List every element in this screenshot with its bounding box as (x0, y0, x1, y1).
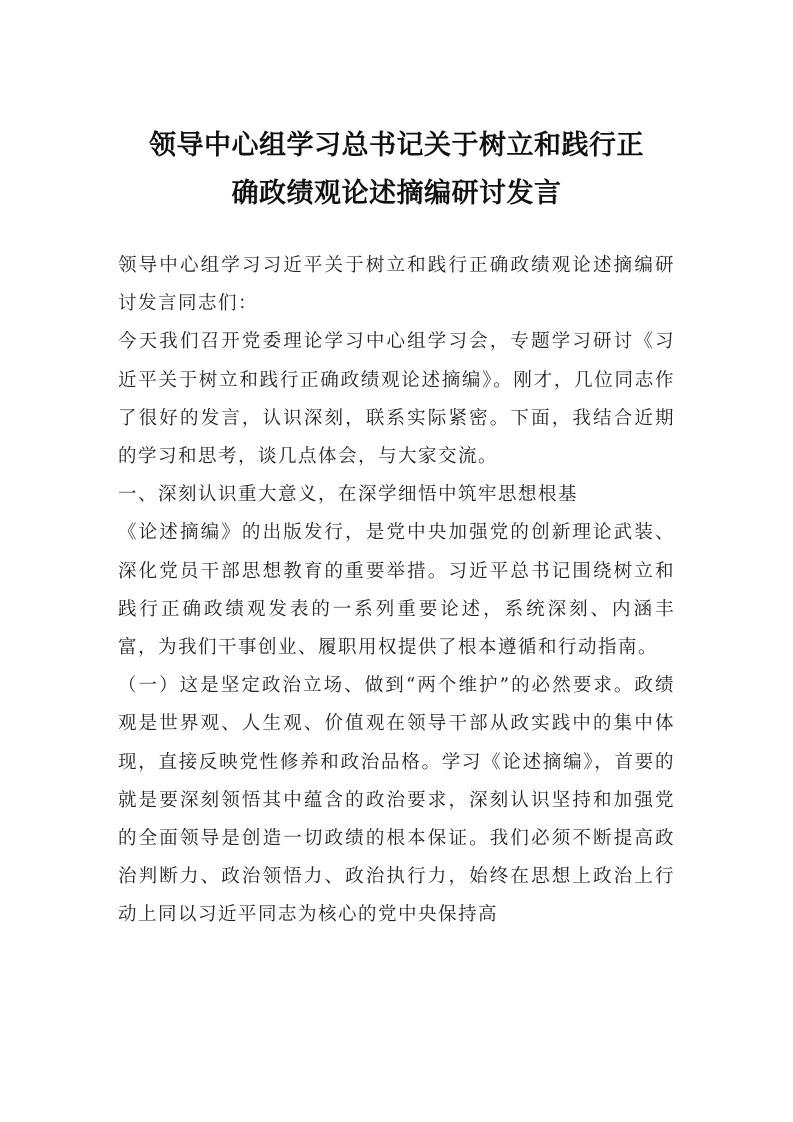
paragraph-greeting: 领导中心组学习习近平关于树立和践行正确政绩观论述摘编研讨发言同志们： (118, 255, 675, 315)
paragraph-subsection-1: （一）这是坚定政治立场、做到“两个维护”的必然要求。政绩观是世界观、人生观、价值观在领导干部从政实践中的集中体现，直接反映党性修养和政治品格。学习《论述摘编》，首要的就是要深刻领悟其中蕴含的政治要求，深刻认识坚持和加强党的全面领导是创造一切政绩的根本保证。我们必须不断提高政治判断力、政治领悟力、政治执行力，始终在思想上政治上行动上同以习近平同志为核心的党中央保持高 (118, 675, 675, 926)
paragraph-section-1: 《论述摘编》的出版发行，是党中央加强党的创新理论武装、深化党员干部思想教育的重要举措。习近平总书记围绕树立和践行正确政绩观发表的一系列重要论述，系统深刻、内涵丰富，为我们干事创业、履职用权提供了根本遵循和行动指南。 (118, 522, 675, 659)
section-heading-1: 一、深刻认识重大意义，在深学细悟中筑牢思想根基 (118, 484, 579, 506)
title-line-1: 领导中心组学习总书记关于树立和践行正 (149, 130, 644, 161)
document-body (118, 247, 675, 935)
title-line-2: 确政绩观论述摘编研讨发言 (231, 178, 562, 209)
paragraph-intro: 今天我们召开党委理论学习中心组学习会，专题学习研讨《习近平关于树立和践行正确政绩观论述摘编》。刚才，几位同志作了很好的发言，认识深刻，联系实际紧密。下面，我结合近期的学习和思考，谈几点体会，与大家交流。 (118, 331, 675, 468)
document-title (118, 122, 675, 218)
